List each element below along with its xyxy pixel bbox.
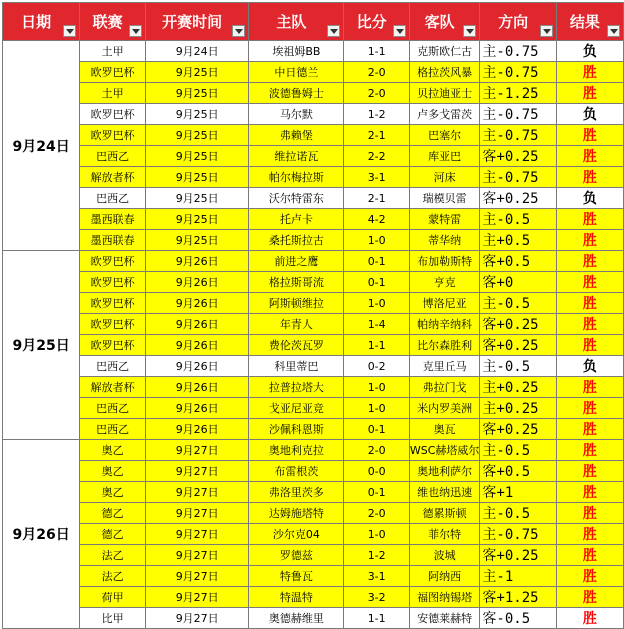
- cell-home[interactable]: 马尔默: [249, 104, 344, 125]
- cell-result[interactable]: 胜: [556, 146, 623, 167]
- table-row: [3, 608, 624, 629]
- cell-time[interactable]: 9月26日: [146, 272, 249, 293]
- cell-home[interactable]: 桑托斯拉古: [249, 230, 344, 251]
- cell-result[interactable]: 胜: [556, 251, 623, 272]
- cell-direction[interactable]: 客+0.25: [480, 545, 556, 566]
- cell-time[interactable]: 9月26日: [146, 314, 249, 335]
- cell-away[interactable]: 蒂华纳: [409, 230, 480, 251]
- cell-home[interactable]: 费伦茨瓦罗: [249, 335, 344, 356]
- cell-away[interactable]: 米内罗美洲: [409, 398, 480, 419]
- cell-direction[interactable]: 客+0.25: [480, 188, 556, 209]
- cell-score[interactable]: 3-1: [344, 566, 409, 587]
- cell-result[interactable]: 胜: [556, 440, 623, 461]
- cell-home[interactable]: 前进之鹰: [249, 251, 344, 272]
- cell-league[interactable]: 欧罗巴杯: [80, 272, 146, 293]
- cell-home[interactable]: 布雷根茨: [249, 461, 344, 482]
- filter-dropdown-icon[interactable]: [232, 25, 245, 37]
- cell-away[interactable]: 布加勒斯特: [409, 251, 480, 272]
- cell-score[interactable]: 2-0: [344, 440, 409, 461]
- cell-time[interactable]: 9月26日: [146, 293, 249, 314]
- cell-result[interactable]: 胜: [556, 62, 623, 83]
- table-row: [3, 272, 624, 293]
- table-row: [3, 188, 624, 209]
- cell-away[interactable]: 克里丘马: [409, 356, 480, 377]
- cell-result[interactable]: 胜: [556, 230, 623, 251]
- cell-home[interactable]: 弗赖堡: [249, 125, 344, 146]
- cell-away[interactable]: 河床: [409, 167, 480, 188]
- cell-home[interactable]: 格拉斯哥流: [249, 272, 344, 293]
- cell-result[interactable]: 胜: [556, 272, 623, 293]
- cell-home[interactable]: 戈亚尼亚竞: [249, 398, 344, 419]
- header-direction: 方向: [480, 3, 556, 41]
- header-row: [3, 3, 624, 41]
- cell-league[interactable]: 奥乙: [80, 461, 146, 482]
- cell-away[interactable]: 博洛尼亚: [409, 293, 480, 314]
- cell-score[interactable]: 1-0: [344, 230, 409, 251]
- cell-result[interactable]: 胜: [556, 125, 623, 146]
- table-row: [3, 41, 624, 62]
- filter-dropdown-icon[interactable]: [327, 25, 340, 37]
- table-row: [3, 209, 624, 230]
- cell-result[interactable]: 负: [556, 356, 623, 377]
- cell-home[interactable]: 埃祖姆BB: [249, 41, 344, 62]
- cell-home[interactable]: 阿斯顿维拉: [249, 293, 344, 314]
- cell-date[interactable]: 9月24日: [3, 41, 80, 251]
- cell-league[interactable]: 奥乙: [80, 440, 146, 461]
- cell-league[interactable]: 荷甲: [80, 587, 146, 608]
- cell-direction[interactable]: 客+0: [480, 272, 556, 293]
- cell-home[interactable]: 波德鲁姆士: [249, 83, 344, 104]
- cell-league[interactable]: 比甲: [80, 608, 146, 629]
- cell-date[interactable]: 9月26日: [3, 440, 80, 629]
- cell-direction[interactable]: 主-0.5: [480, 293, 556, 314]
- cell-direction[interactable]: 主-1: [480, 566, 556, 587]
- cell-time[interactable]: 9月25日: [146, 188, 249, 209]
- cell-away[interactable]: 克斯欧仁古: [409, 41, 480, 62]
- cell-home[interactable]: 年青人: [249, 314, 344, 335]
- header-result: 结果: [556, 3, 623, 41]
- cell-result[interactable]: 胜: [556, 398, 623, 419]
- cell-away[interactable]: 库亚巴: [409, 146, 480, 167]
- cell-score[interactable]: 1-2: [344, 104, 409, 125]
- cell-league[interactable]: 欧罗巴杯: [80, 251, 146, 272]
- cell-result[interactable]: 胜: [556, 167, 623, 188]
- cell-time[interactable]: 9月27日: [146, 482, 249, 503]
- cell-score[interactable]: 1-4: [344, 314, 409, 335]
- cell-league[interactable]: 巴西乙: [80, 146, 146, 167]
- cell-direction[interactable]: 客+0.5: [480, 461, 556, 482]
- cell-league[interactable]: 巴西乙: [80, 419, 146, 440]
- cell-result[interactable]: 胜: [556, 419, 623, 440]
- cell-result[interactable]: 负: [556, 104, 623, 125]
- cell-direction[interactable]: 主+0.25: [480, 398, 556, 419]
- cell-time[interactable]: 9月27日: [146, 545, 249, 566]
- cell-away[interactable]: 波城: [409, 545, 480, 566]
- cell-direction[interactable]: 主-0.75: [480, 62, 556, 83]
- cell-time[interactable]: 9月25日: [146, 146, 249, 167]
- cell-score[interactable]: 1-0: [344, 524, 409, 545]
- cell-result[interactable]: 负: [556, 41, 623, 62]
- cell-direction[interactable]: 主-1.25: [480, 83, 556, 104]
- cell-direction[interactable]: 客+0.25: [480, 146, 556, 167]
- cell-home[interactable]: 维拉诺瓦: [249, 146, 344, 167]
- cell-time[interactable]: 9月27日: [146, 524, 249, 545]
- cell-away[interactable]: 菲尔特: [409, 524, 480, 545]
- cell-result[interactable]: 胜: [556, 587, 623, 608]
- table-row: [3, 167, 624, 188]
- cell-direction[interactable]: 主-0.5: [480, 356, 556, 377]
- cell-score[interactable]: 4-2: [344, 209, 409, 230]
- cell-time[interactable]: 9月26日: [146, 335, 249, 356]
- table-body: [3, 41, 624, 629]
- table-row: [3, 146, 624, 167]
- cell-result[interactable]: 胜: [556, 209, 623, 230]
- cell-home[interactable]: 特鲁瓦: [249, 566, 344, 587]
- table-row: [3, 377, 624, 398]
- table-row: [3, 314, 624, 335]
- cell-league[interactable]: 解放者杯: [80, 377, 146, 398]
- cell-away[interactable]: 奥瓦: [409, 419, 480, 440]
- table-row: [3, 566, 624, 587]
- cell-direction[interactable]: 主-0.5: [480, 503, 556, 524]
- cell-direction[interactable]: 客+1.25: [480, 587, 556, 608]
- table-row: [3, 335, 624, 356]
- cell-league[interactable]: 欧罗巴杯: [80, 314, 146, 335]
- cell-home[interactable]: 科里蒂巴: [249, 356, 344, 377]
- cell-away[interactable]: 巴塞尔: [409, 125, 480, 146]
- cell-score[interactable]: 1-0: [344, 377, 409, 398]
- table-row: [3, 125, 624, 146]
- table-row: [3, 83, 624, 104]
- table-row: [3, 62, 624, 83]
- cell-away[interactable]: 比尔森胜利: [409, 335, 480, 356]
- cell-direction[interactable]: 主-0.75: [480, 104, 556, 125]
- cell-time[interactable]: 9月27日: [146, 587, 249, 608]
- cell-home[interactable]: 帕尔梅拉斯: [249, 167, 344, 188]
- cell-away[interactable]: 贝拉迪亚士: [409, 83, 480, 104]
- cell-direction[interactable]: 主-0.75: [480, 41, 556, 62]
- cell-result[interactable]: 胜: [556, 524, 623, 545]
- filter-dropdown-icon[interactable]: [540, 25, 553, 37]
- cell-home[interactable]: 沙尔克04: [249, 524, 344, 545]
- cell-result[interactable]: 胜: [556, 461, 623, 482]
- cell-result[interactable]: 胜: [556, 566, 623, 587]
- cell-score[interactable]: 3-2: [344, 587, 409, 608]
- header-score: 比分: [344, 3, 409, 41]
- cell-score[interactable]: 1-2: [344, 545, 409, 566]
- cell-league[interactable]: 土甲: [80, 83, 146, 104]
- header-home: 主队: [249, 3, 344, 41]
- cell-direction[interactable]: 客+0.25: [480, 314, 556, 335]
- cell-direction[interactable]: 客+0.25: [480, 419, 556, 440]
- cell-score[interactable]: 1-1: [344, 608, 409, 629]
- cell-league[interactable]: 土甲: [80, 41, 146, 62]
- cell-direction[interactable]: 主-0.75: [480, 167, 556, 188]
- cell-result[interactable]: 胜: [556, 335, 623, 356]
- cell-home[interactable]: 特温特: [249, 587, 344, 608]
- cell-result[interactable]: 胜: [556, 314, 623, 335]
- cell-away[interactable]: 瑞模贝雷: [409, 188, 480, 209]
- cell-league[interactable]: 巴西乙: [80, 356, 146, 377]
- cell-time[interactable]: 9月25日: [146, 62, 249, 83]
- filter-dropdown-icon[interactable]: [393, 25, 406, 37]
- cell-result[interactable]: 胜: [556, 482, 623, 503]
- cell-time[interactable]: 9月26日: [146, 356, 249, 377]
- cell-league[interactable]: 欧罗巴杯: [80, 293, 146, 314]
- cell-result[interactable]: 胜: [556, 293, 623, 314]
- cell-direction[interactable]: 客+0.25: [480, 335, 556, 356]
- cell-direction[interactable]: 主+0.5: [480, 230, 556, 251]
- cell-away[interactable]: 亨克: [409, 272, 480, 293]
- cell-away[interactable]: 帕纳辛纳科: [409, 314, 480, 335]
- table-row: [3, 293, 624, 314]
- header-date: 日期: [3, 3, 80, 41]
- cell-away[interactable]: 弗拉门戈: [409, 377, 480, 398]
- cell-league[interactable]: 德乙: [80, 503, 146, 524]
- cell-time[interactable]: 9月24日: [146, 41, 249, 62]
- cell-away[interactable]: 奥地利萨尔: [409, 461, 480, 482]
- cell-league[interactable]: 解放者杯: [80, 167, 146, 188]
- filter-dropdown-icon[interactable]: [607, 25, 620, 37]
- cell-direction[interactable]: 主-0.75: [480, 524, 556, 545]
- cell-score[interactable]: 1-1: [344, 335, 409, 356]
- cell-time[interactable]: 9月25日: [146, 230, 249, 251]
- table-row: [3, 482, 624, 503]
- table-row: [3, 524, 624, 545]
- cell-score[interactable]: 2-1: [344, 188, 409, 209]
- cell-time[interactable]: 9月25日: [146, 209, 249, 230]
- header-away: 客队: [409, 3, 480, 41]
- cell-league[interactable]: 巴西乙: [80, 398, 146, 419]
- cell-home[interactable]: 拉普拉塔大: [249, 377, 344, 398]
- cell-score[interactable]: 3-1: [344, 167, 409, 188]
- cell-home[interactable]: 达姆施塔特: [249, 503, 344, 524]
- cell-direction[interactable]: 主-0.5: [480, 440, 556, 461]
- table-row: [3, 398, 624, 419]
- cell-away[interactable]: 维也纳迅速: [409, 482, 480, 503]
- filter-dropdown-icon[interactable]: [463, 25, 476, 37]
- table-row: [3, 503, 624, 524]
- cell-away[interactable]: 蒙特雷: [409, 209, 480, 230]
- cell-direction[interactable]: 主+0.25: [480, 377, 556, 398]
- filter-dropdown-icon[interactable]: [63, 25, 76, 37]
- cell-home[interactable]: 罗德兹: [249, 545, 344, 566]
- cell-time[interactable]: 9月27日: [146, 608, 249, 629]
- cell-direction[interactable]: 主-0.5: [480, 209, 556, 230]
- cell-score[interactable]: 1-0: [344, 293, 409, 314]
- header-time: 开赛时间: [146, 3, 249, 41]
- cell-time[interactable]: 9月25日: [146, 83, 249, 104]
- cell-score[interactable]: 0-1: [344, 482, 409, 503]
- table-row: [3, 356, 624, 377]
- filter-dropdown-icon[interactable]: [129, 25, 142, 37]
- table-row: [3, 230, 624, 251]
- cell-league[interactable]: 奥乙: [80, 482, 146, 503]
- table-row: [3, 104, 624, 125]
- cell-time[interactable]: 9月26日: [146, 377, 249, 398]
- table-row: [3, 545, 624, 566]
- cell-time[interactable]: 9月25日: [146, 104, 249, 125]
- table-row: [3, 587, 624, 608]
- table-row: [3, 251, 624, 272]
- cell-time[interactable]: 9月25日: [146, 125, 249, 146]
- cell-score[interactable]: 2-2: [344, 146, 409, 167]
- cell-time[interactable]: 9月26日: [146, 398, 249, 419]
- cell-score[interactable]: 1-1: [344, 41, 409, 62]
- cell-away[interactable]: 卢多戈雷茨: [409, 104, 480, 125]
- cell-score[interactable]: 0-1: [344, 419, 409, 440]
- cell-score[interactable]: 2-0: [344, 62, 409, 83]
- table-row: [3, 419, 624, 440]
- cell-result[interactable]: 胜: [556, 83, 623, 104]
- header-league: 联赛: [80, 3, 146, 41]
- cell-home[interactable]: 沃尔特雷东: [249, 188, 344, 209]
- cell-away[interactable]: 阿纳西: [409, 566, 480, 587]
- cell-time[interactable]: 9月26日: [146, 251, 249, 272]
- cell-result[interactable]: 胜: [556, 503, 623, 524]
- cell-league[interactable]: 墨西联春: [80, 230, 146, 251]
- cell-direction[interactable]: 客+0.5: [480, 251, 556, 272]
- cell-league[interactable]: 德乙: [80, 524, 146, 545]
- cell-home[interactable]: 奥地利克拉: [249, 440, 344, 461]
- cell-score[interactable]: 1-0: [344, 398, 409, 419]
- cell-away[interactable]: WSC赫塔威尔: [409, 440, 480, 461]
- cell-score[interactable]: 0-2: [344, 356, 409, 377]
- table-row: [3, 440, 624, 461]
- cell-time[interactable]: 9月27日: [146, 461, 249, 482]
- cell-home[interactable]: 托卢卡: [249, 209, 344, 230]
- cell-result[interactable]: 胜: [556, 377, 623, 398]
- cell-home[interactable]: 弗洛里茨多: [249, 482, 344, 503]
- cell-away[interactable]: 安德莱赫特: [409, 608, 480, 629]
- cell-score[interactable]: 2-1: [344, 125, 409, 146]
- cell-score[interactable]: 2-0: [344, 83, 409, 104]
- cell-result[interactable]: 负: [556, 188, 623, 209]
- cell-league[interactable]: 墨西联春: [80, 209, 146, 230]
- cell-time[interactable]: 9月27日: [146, 566, 249, 587]
- cell-time[interactable]: 9月25日: [146, 167, 249, 188]
- results-table: [2, 2, 624, 629]
- cell-league[interactable]: 欧罗巴杯: [80, 104, 146, 125]
- cell-time[interactable]: 9月27日: [146, 440, 249, 461]
- cell-away[interactable]: 格拉茨风暴: [409, 62, 480, 83]
- cell-home[interactable]: 沙佩科恩斯: [249, 419, 344, 440]
- cell-time[interactable]: 9月27日: [146, 503, 249, 524]
- cell-result[interactable]: 胜: [556, 608, 623, 629]
- cell-away[interactable]: 德累斯顿: [409, 503, 480, 524]
- cell-league[interactable]: 欧罗巴杯: [80, 62, 146, 83]
- cell-away[interactable]: 福图纳锡塔: [409, 587, 480, 608]
- cell-direction[interactable]: 客+1: [480, 482, 556, 503]
- cell-score[interactable]: 2-0: [344, 503, 409, 524]
- cell-score[interactable]: 0-1: [344, 272, 409, 293]
- cell-league[interactable]: 法乙: [80, 545, 146, 566]
- cell-time[interactable]: 9月26日: [146, 419, 249, 440]
- cell-league[interactable]: 法乙: [80, 566, 146, 587]
- cell-home[interactable]: 奥德赫维里: [249, 608, 344, 629]
- table-row: [3, 461, 624, 482]
- cell-league[interactable]: 欧罗巴杯: [80, 125, 146, 146]
- cell-home[interactable]: 中日德兰: [249, 62, 344, 83]
- cell-score[interactable]: 0-1: [344, 251, 409, 272]
- cell-score[interactable]: 0-0: [344, 461, 409, 482]
- cell-result[interactable]: 胜: [556, 545, 623, 566]
- cell-direction[interactable]: 客-0.5: [480, 608, 556, 629]
- cell-league[interactable]: 欧罗巴杯: [80, 335, 146, 356]
- cell-direction[interactable]: 主-0.75: [480, 125, 556, 146]
- cell-date[interactable]: 9月25日: [3, 251, 80, 440]
- cell-league[interactable]: 巴西乙: [80, 188, 146, 209]
